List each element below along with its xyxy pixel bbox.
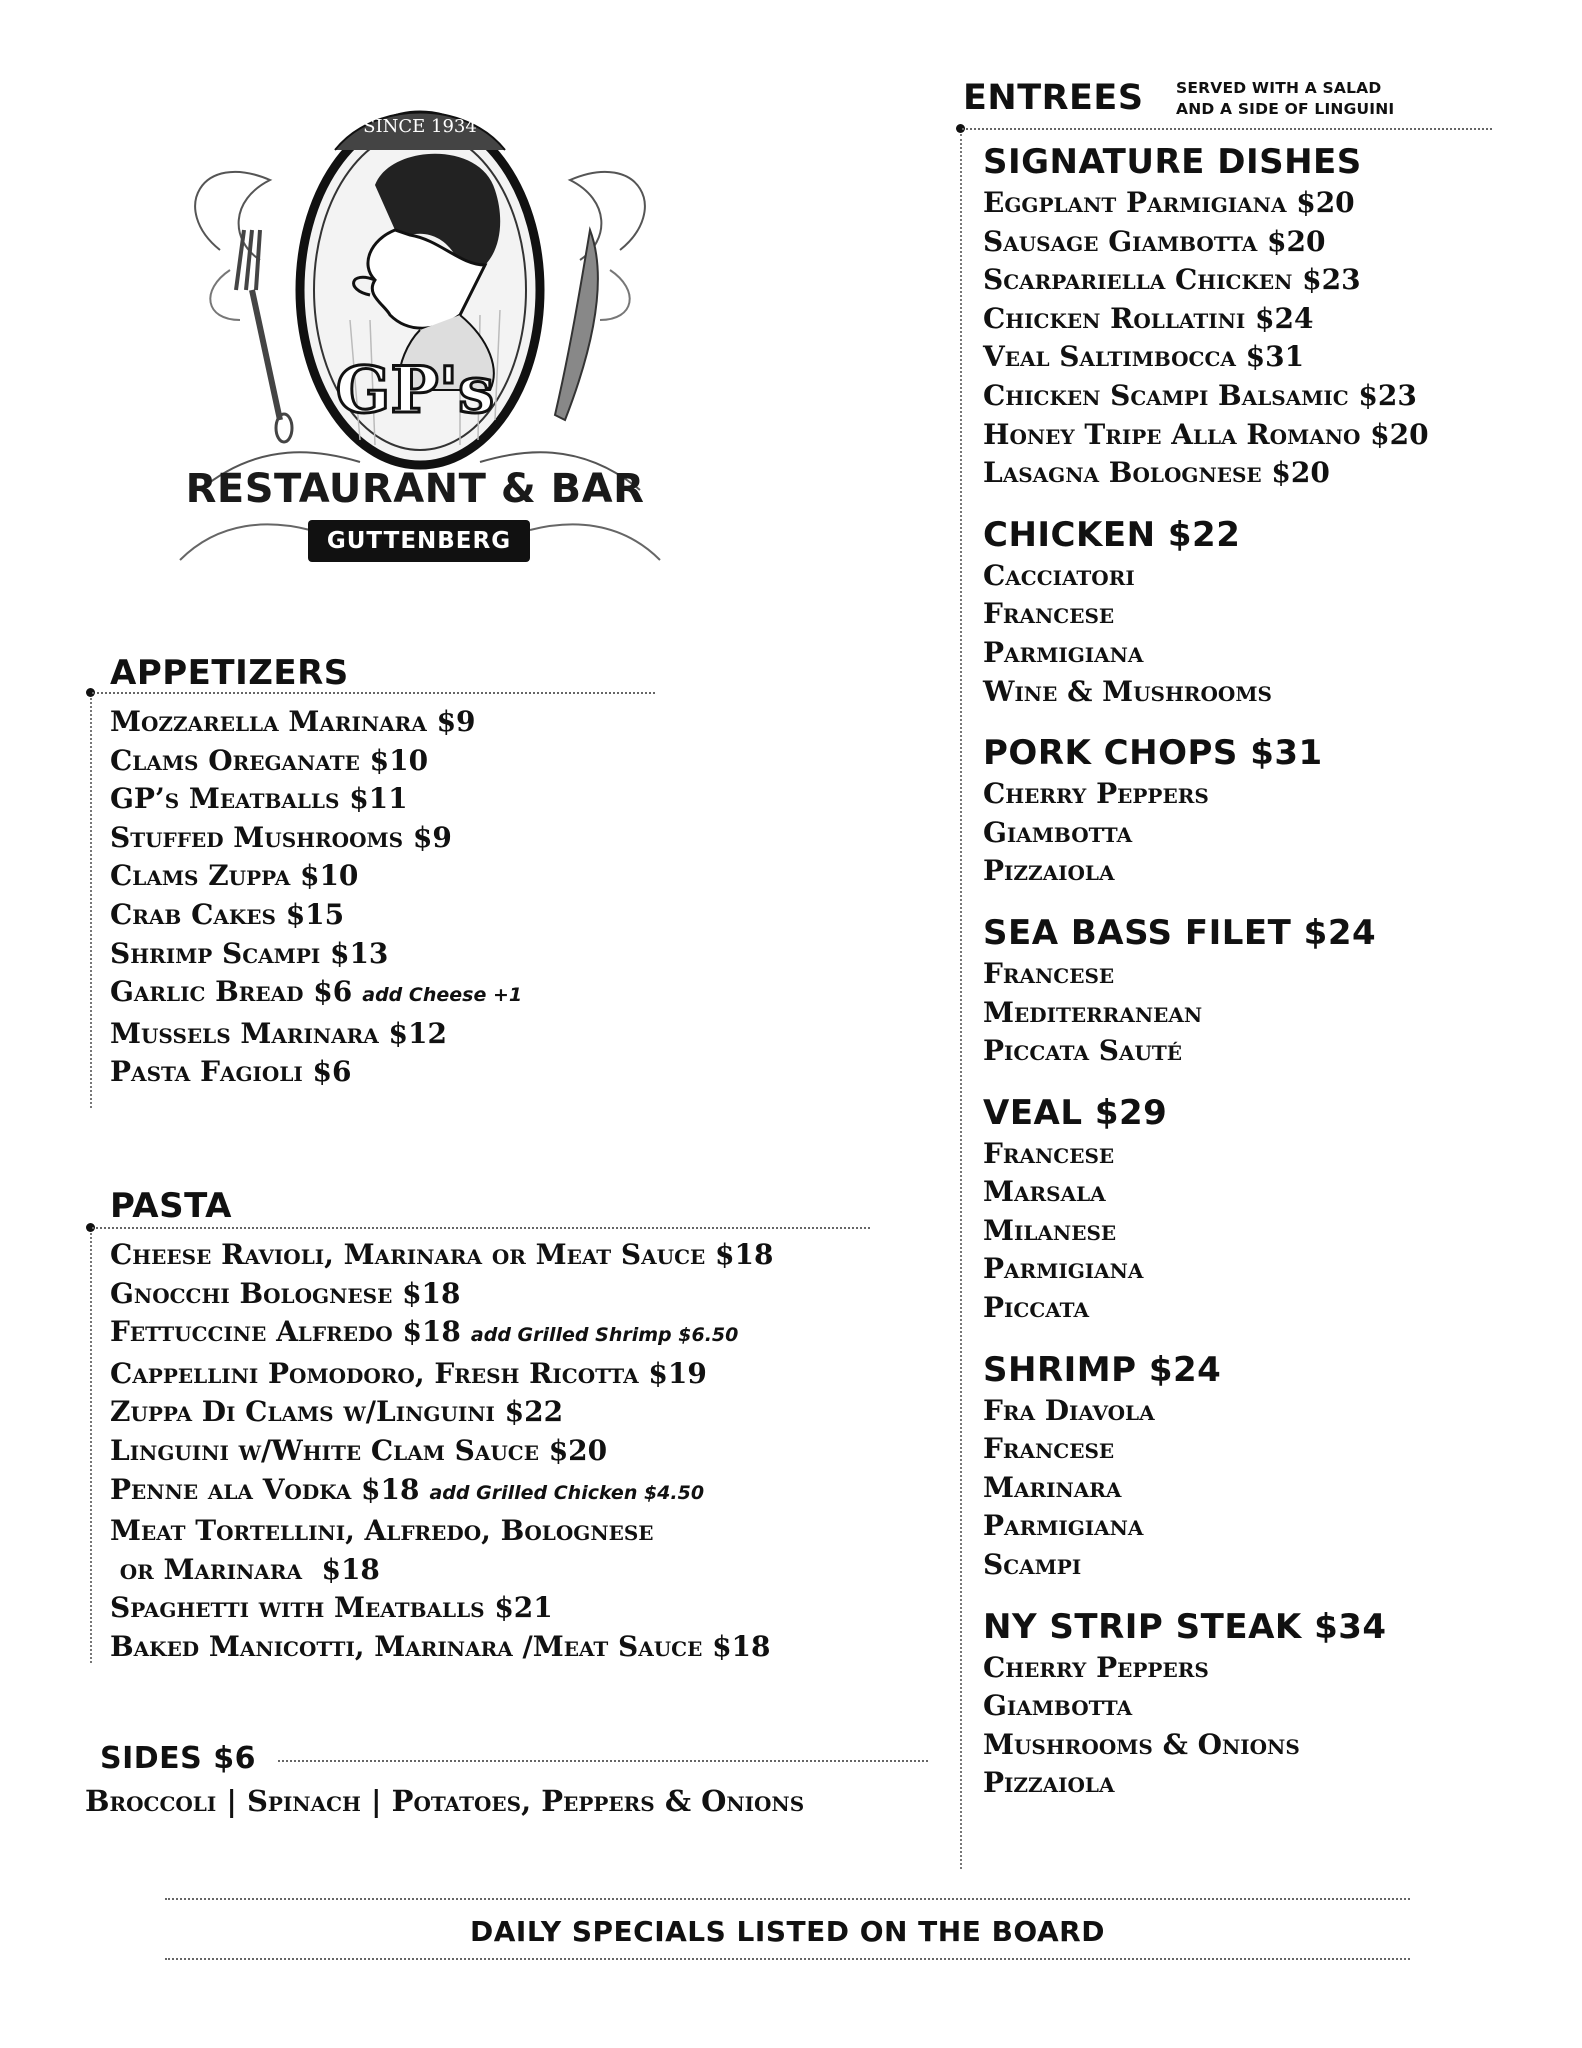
menu-item: Milanese xyxy=(983,1213,1117,1247)
entree-group-title: NY STRIP STEAK $34 xyxy=(983,1606,1387,1647)
entree-group-title: SIGNATURE DISHES xyxy=(983,142,1362,182)
menu-item: Garlic Bread $6 add Cheese +1 xyxy=(110,975,523,1009)
pasta-list xyxy=(110,1236,773,1667)
menu-item: Francese xyxy=(983,1432,1115,1466)
entrees-note-line: SERVED WITH A SALAD xyxy=(1176,79,1382,97)
entrees-title: ENTREES xyxy=(963,78,1144,118)
menu-item: Stuffed Mushrooms $9 xyxy=(110,820,452,854)
menu-item: Chicken Scampi Balsamic $23 xyxy=(983,378,1417,412)
menu-item: Francese xyxy=(983,597,1115,631)
sides-list: Broccoli | Spinach | Potatoes, Peppers & Onions xyxy=(85,1784,805,1818)
menu-item: Pizzaiola xyxy=(983,854,1115,888)
entrees-rail xyxy=(960,134,962,1869)
item-addon-note: add Cheese +1 xyxy=(362,984,523,1007)
appetizers-section xyxy=(110,655,522,1092)
entrees-note-line: AND A SIDE OF LINGUINI xyxy=(1176,100,1395,118)
menu-item: Wine & Mushrooms xyxy=(983,674,1272,708)
menu-item: Sausage Giambotta $20 xyxy=(983,224,1326,258)
menu-item: Lasagna Bolognese $20 xyxy=(983,456,1330,490)
menu-item: Pasta Fagioli $6 xyxy=(110,1055,352,1089)
fork-icon xyxy=(236,230,292,442)
menu-item: Eggplant Parmigiana $20 xyxy=(983,186,1355,219)
menu-item: Piccata xyxy=(983,1291,1089,1325)
menu-item: Zuppa Di Clams w/Linguini $22 xyxy=(110,1395,564,1429)
entree-group-chicken xyxy=(983,513,1429,711)
menu-item: Giambotta xyxy=(983,815,1133,849)
pasta-rail xyxy=(90,1233,92,1663)
menu-item: Francese xyxy=(983,1136,1115,1170)
sides-rule xyxy=(278,1760,928,1762)
menu-item: Mussels Marinara $12 xyxy=(110,1016,448,1050)
entrees-rule xyxy=(962,128,1492,130)
menu-item: Fra Diavola xyxy=(983,1393,1155,1427)
appetizers-list xyxy=(110,703,522,1092)
entree-group-title: PORK CHOPS $31 xyxy=(983,733,1323,774)
menu-item: Cappellini Pomodoro, Fresh Ricotta $19 xyxy=(110,1356,707,1390)
entree-group-shrimp xyxy=(983,1348,1429,1585)
menu-item: Parmigiana xyxy=(983,1252,1144,1286)
menu-item: Veal Saltimbocca $31 xyxy=(983,340,1305,374)
menu-item: Cacciatori xyxy=(983,558,1135,592)
menu-item: Mushrooms & Onions xyxy=(983,1727,1300,1761)
menu-item: Shrimp Scampi $13 xyxy=(110,936,389,970)
knife-icon xyxy=(555,230,598,420)
since-text: SINCE 1934 xyxy=(363,116,477,137)
menu-item: GP’s Meatballs $11 xyxy=(110,782,408,816)
pasta-title: PASTA xyxy=(110,1186,232,1226)
menu-item: Scarpariella Chicken $23 xyxy=(983,263,1361,297)
entree-group-title: SEA BASS FILET $24 xyxy=(983,912,1377,953)
entree-group-title: SHRIMP $24 xyxy=(983,1349,1222,1390)
menu-item: Chicken Rollatini $24 xyxy=(983,301,1314,335)
daily-specials-note: DAILY SPECIALS LISTED ON THE BOARD xyxy=(470,1915,1105,1948)
entree-group-pork-chops xyxy=(983,731,1429,891)
menu-item: Honey Tripe Alla Romano $20 xyxy=(983,417,1429,451)
menu-item: Cheese Ravioli, Marinara or Meat Sauce $18 xyxy=(110,1238,774,1271)
menu-item: or Marinara $18 xyxy=(110,1552,380,1586)
menu-item: Baked Manicotti, Marinara /Meat Sauce $18 xyxy=(110,1629,771,1663)
menu-item: Spaghetti with Meatballs $21 xyxy=(110,1591,553,1625)
appetizers-rail xyxy=(90,698,92,1108)
menu-item: Linguini w/White Clam Sauce $20 xyxy=(110,1433,608,1467)
sides-title: SIDES $6 xyxy=(100,1741,256,1776)
menu-item: Mediterranean xyxy=(983,995,1203,1029)
footer-rule-top xyxy=(165,1898,1410,1900)
menu-item: Clams Oreganate $10 xyxy=(110,743,429,777)
menu-item: Cherry Peppers xyxy=(983,777,1209,811)
menu-item: Francese xyxy=(983,956,1115,990)
menu-item: Parmigiana xyxy=(983,1509,1144,1543)
entree-group-signature xyxy=(983,140,1429,493)
menu-item: Crab Cakes $15 xyxy=(110,897,345,931)
menu-item: Cherry Peppers xyxy=(983,1650,1209,1684)
menu-item: Marsala xyxy=(983,1175,1106,1209)
menu-item: Piccata Sauté xyxy=(983,1034,1183,1068)
entrees-section xyxy=(983,140,1429,1823)
entree-group-veal xyxy=(983,1091,1429,1328)
menu-item: Scampi xyxy=(983,1548,1082,1582)
menu-item: Clams Zuppa $10 xyxy=(110,859,359,893)
menu-item: Parmigiana xyxy=(983,635,1144,669)
menu-item: Giambotta xyxy=(983,1689,1133,1723)
appetizers-title: APPETIZERS xyxy=(110,653,349,693)
logo-location-badge: GUTTENBERG xyxy=(308,520,530,562)
entree-group-title: VEAL $29 xyxy=(983,1092,1168,1133)
logo-monogram: GP's xyxy=(335,353,495,428)
item-addon-note: add Grilled Chicken $4.50 xyxy=(429,1481,705,1504)
menu-item: Meat Tortellini, Alfredo, Bolognese xyxy=(110,1514,654,1548)
menu-item: Fettuccine Alfredo $18 add Grilled Shrimp $6.50 xyxy=(110,1315,739,1349)
menu-item: Pizzaiola xyxy=(983,1766,1115,1800)
item-addon-note: add Grilled Shrimp $6.50 xyxy=(470,1324,739,1347)
menu-item: Marinara xyxy=(983,1470,1122,1504)
menu-item: Mozzarella Marinara $9 xyxy=(110,705,476,738)
entrees-serving-note xyxy=(1176,78,1394,120)
footer-rule-bottom xyxy=(165,1958,1410,1960)
entree-group-ny-strip xyxy=(983,1605,1429,1803)
menu-item: Gnocchi Bolognese $18 xyxy=(110,1276,461,1310)
pasta-section xyxy=(110,1188,773,1667)
menu-item: Penne ala Vodka $18 add Grilled Chicken $4.50 xyxy=(110,1472,705,1506)
entree-group-title: CHICKEN $22 xyxy=(983,514,1241,555)
entree-group-sea-bass xyxy=(983,911,1429,1071)
logo-restaurant-name: RESTAURANT & BAR xyxy=(185,466,645,512)
